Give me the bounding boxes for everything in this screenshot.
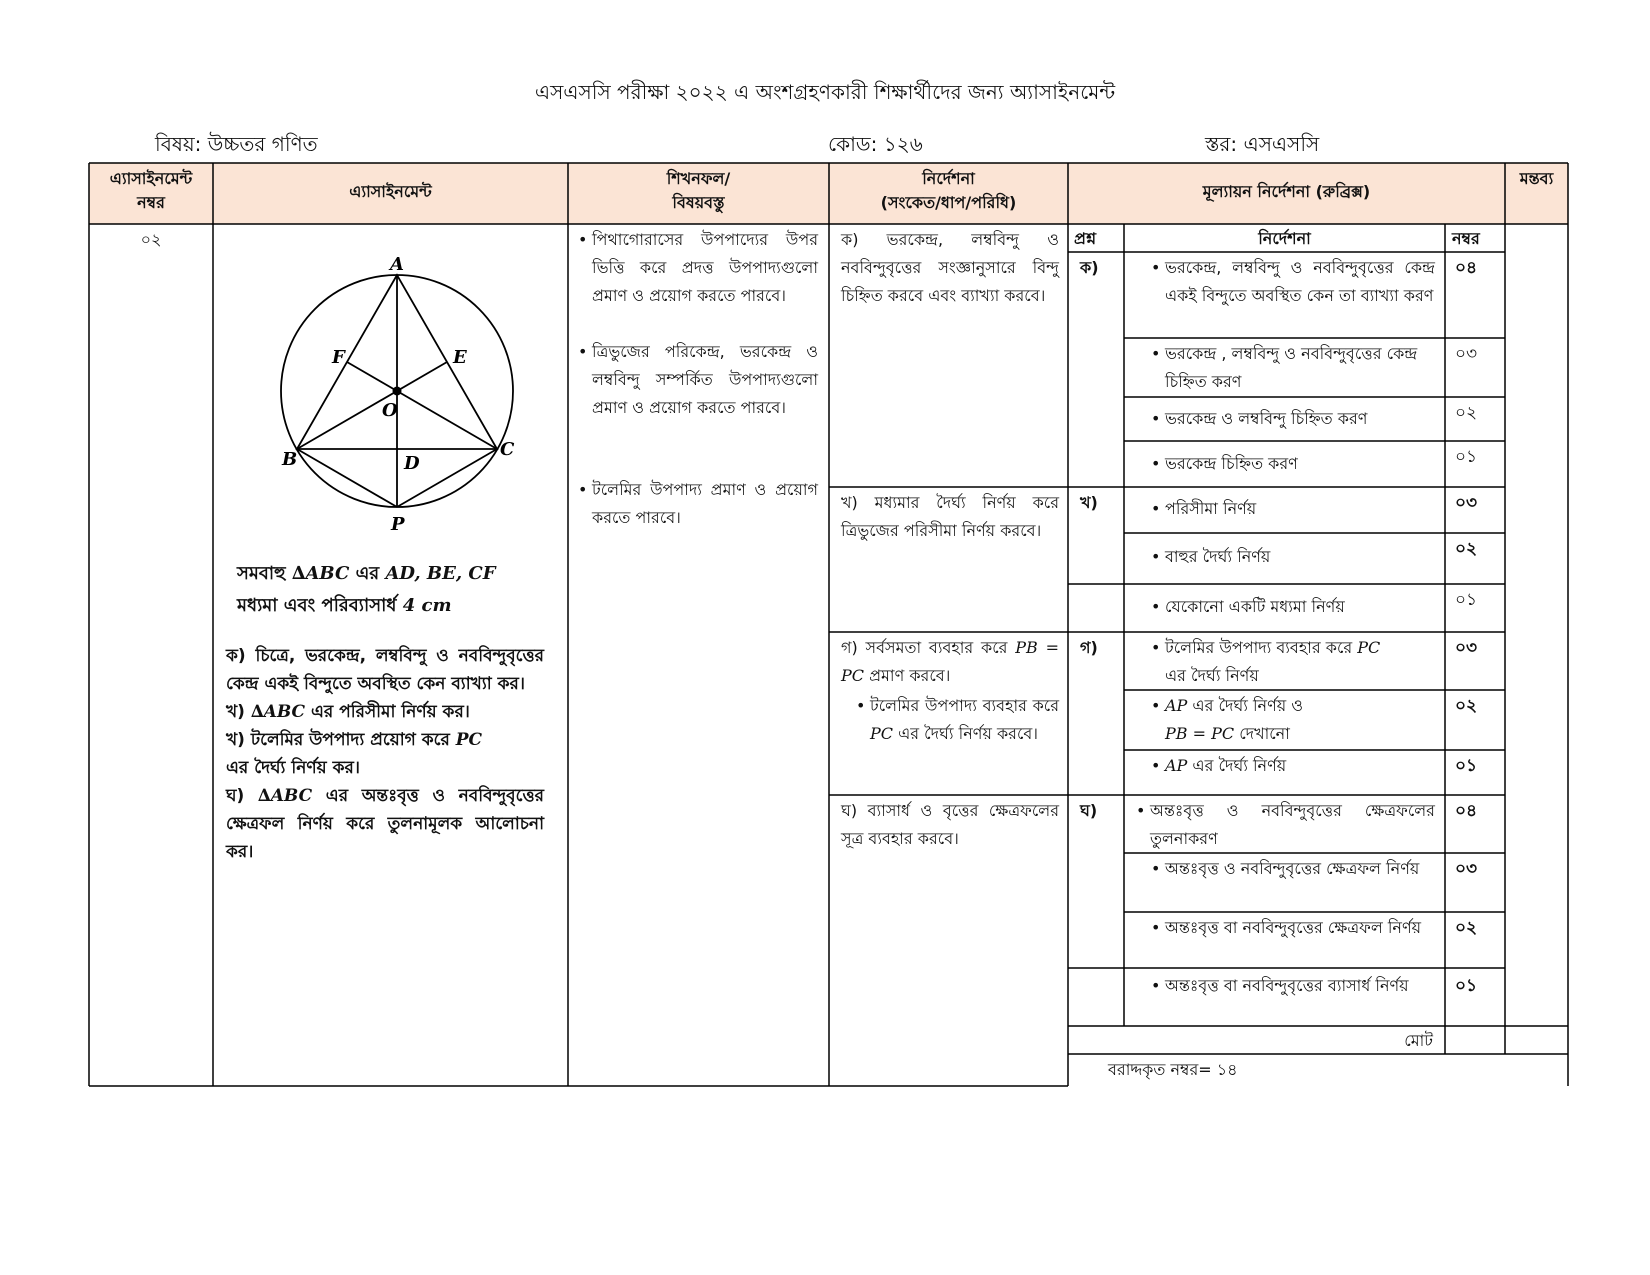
header-assignment-no-line1: এ্যাসাইনমেন্ট — [109, 169, 193, 188]
rubric-q-kha: খ) — [1080, 493, 1098, 512]
question-kha — [226, 698, 544, 726]
outcome-item-2: • ত্রিভুজের পরিকেন্দ্র, ভরকেন্দ্র ও লম্ববিন্দু সম্পর্কিত উপপাদ্যগুলো প্রমাণ ও প্রয়োগ করতে পারবে। — [592, 338, 818, 422]
label-d: D — [404, 453, 420, 474]
rubric-col-marks: নম্বর — [1452, 229, 1480, 248]
rubric-row-10 — [1165, 752, 1435, 780]
rubric-row-13: • অন্তঃবৃত্ত বা নববিন্দুবৃত্তের ক্ষেত্রফল নির্ণয় — [1165, 914, 1435, 942]
guide-gha: ঘ) ব্যাসার্ধ ও বৃত্তের ক্ষেত্রফলের সূত্র ব্যবহার করবে। — [841, 801, 1059, 848]
rubric-row-9-a: এর দৈর্ঘ্য নির্ণয় ও — [1187, 696, 1304, 715]
question-ga-b: এর দৈর্ঘ্য নির্ণয় কর। — [226, 758, 360, 778]
statement-math-medians: AD, BE, CF — [385, 563, 496, 584]
header-assignment-no-line2: নম্বর — [137, 193, 165, 212]
rubric-row-2: • ভরকেন্দ্র , লম্ববিন্দু ও নববিন্দুবৃত্তের কেন্দ্র চিহ্নিত করণ — [1165, 340, 1435, 396]
rubric-mark-5: ০৩ — [1455, 493, 1478, 513]
rubric-mark-7: ০১ — [1455, 590, 1478, 610]
guide-ga-bullet-b: এর দৈর্ঘ্য নির্ণয় করবে। — [893, 724, 1039, 743]
rubric-row-10-a: এর দৈর্ঘ্য নির্ণয় — [1187, 756, 1287, 775]
rubric-mark-6: ০২ — [1455, 539, 1478, 559]
median-be — [297, 362, 447, 449]
rubric-row-4: • ভরকেন্দ্র চিহ্নিত করণ — [1165, 450, 1435, 478]
rubric-row-8-b: এর দৈর্ঘ্য নির্ণয় — [1165, 666, 1259, 685]
rubric-row-8-math: PC — [1357, 638, 1381, 657]
question-gha-b: এর অন্তঃবৃত্ত ও নববিন্দুবৃত্তের ক্ষেত্রফল নির্ণয় করে তুলনামূলক আলোচনা কর। — [226, 786, 544, 862]
triangle-circle-figure — [270, 250, 530, 540]
label-p: P — [391, 514, 405, 535]
question-kha-a: খ) — [226, 702, 251, 722]
rubric-mark-11: ০৪ — [1455, 801, 1478, 821]
rubric-row-9 — [1165, 692, 1435, 748]
guide-ga-bullet — [870, 692, 1059, 748]
label-c: C — [500, 439, 515, 460]
rubric-row-7: • যেকোনো একটি মধ্যমা নির্ণয় — [1165, 593, 1435, 621]
outcome-item-3: • টলেমির উপপাদ্য প্রমাণ ও প্রয়োগ করতে পারবে। — [592, 476, 818, 532]
center-point-o — [393, 387, 402, 396]
outcome-item-1: • পিথাগোরাসের উপপাদ্যের উপর ভিত্তি করে প্রদত্ত উপপাদ্যগুলো প্রমাণ ও প্রয়োগ করতে পারবে। — [592, 226, 818, 310]
rubric-mark-12: ০৩ — [1455, 859, 1478, 879]
rubric-q-gha: ঘ) — [1080, 801, 1098, 820]
header-rubric: মূল্যায়ন নির্দেশনা (রুব্রিক্স) — [1202, 182, 1371, 201]
guide-ga — [841, 634, 1059, 690]
code-label: কোড: ১২৬ — [828, 132, 923, 156]
statement-text-c: মধ্যমা এবং পরিব্যাসার্ধ — [237, 595, 403, 616]
rubric-mark-13: ০২ — [1455, 918, 1478, 938]
guide-ka: ক) ভরকেন্দ্র, লম্ববিন্দু ও নববিন্দুবৃত্তের সংজ্ঞানুসারে বিন্দু চিহ্নিত করবে এবং ব্যাখ্যা করবে। — [841, 230, 1059, 305]
statement-line2 — [237, 590, 557, 622]
question-gha-math: ∆ABC — [257, 786, 313, 806]
rubric-mark-9: ০২ — [1455, 696, 1478, 716]
rubric-row-5: • পরিসীমা নির্ণয় — [1165, 495, 1435, 523]
label-b: B — [282, 449, 298, 470]
rubric-row-10-math: AP — [1165, 756, 1188, 775]
total-label: মোট — [1404, 1031, 1433, 1050]
rubric-row-9-b: দেখানো — [1234, 724, 1290, 743]
rubric-row-11: • অন্তঃবৃত্ত ও নববিন্দুবৃত্তের ক্ষেত্রফলের তুলনাকরণ — [1150, 797, 1435, 853]
header-outcome-line1: শিখনফল/ — [666, 169, 731, 188]
level-label: স্তর: এসএসসি — [1205, 132, 1320, 156]
rubric-row-14: • অন্তঃবৃত্ত বা নববিন্দুবৃত্তের ব্যাসার্ধ নির্ণয় — [1165, 972, 1435, 1000]
question-ga-math: PC — [455, 730, 483, 750]
header-assignment-no — [89, 167, 213, 215]
guide-kha: খ) মধ্যমার দৈর্ঘ্য নির্ণয় করে ত্রিভুজের পরিসীমা নির্ণয় করবে। — [841, 493, 1059, 540]
median-cf — [347, 362, 497, 449]
question-ga — [226, 726, 544, 782]
rubric-mark-4: ০১ — [1455, 447, 1478, 467]
assignment-number: ০২ — [140, 230, 162, 249]
rubric-row-9-math: AP — [1165, 696, 1188, 715]
question-list — [226, 642, 544, 866]
guide-ga-a: গ) সর্বসমতা ব্যবহার করে — [841, 638, 1016, 657]
header-outcome — [568, 167, 829, 215]
rubric-row-12: • অন্তঃবৃত্ত ও নববিন্দুবৃত্তের ক্ষেত্রফল নির্ণয় — [1165, 855, 1435, 883]
header-remarks: মন্তব্য — [1519, 169, 1554, 188]
header-outcome-line2: বিষয়বস্তু — [672, 193, 725, 212]
header-assignment: এ্যাসাইনমেন্ট — [349, 182, 432, 201]
statement-math-abc: ∆ABC — [291, 563, 350, 584]
label-o: O — [382, 400, 398, 421]
segment-bp — [297, 449, 397, 507]
guide-ga-b: প্রমাণ করবে। — [864, 666, 951, 685]
rubric-col-question: প্রশ্ন — [1074, 229, 1097, 248]
rubric-mark-3: ০২ — [1455, 403, 1478, 423]
rubric-row-6: • বাহুর দৈর্ঘ্য নির্ণয় — [1165, 543, 1435, 571]
question-ga-a: খ) টলেমির উপপাদ্য প্রয়োগ করে — [226, 730, 456, 750]
rubric-mark-2: ০৩ — [1455, 344, 1478, 364]
rubric-q-ka: ক) — [1080, 258, 1099, 277]
question-gha — [226, 782, 544, 866]
rubric-col-guide: নির্দেশনা — [1258, 229, 1311, 248]
problem-statement — [237, 558, 557, 622]
guide-ga-bullet-a: টলেমির উপপাদ্য ব্যবহার করে — [870, 696, 1059, 715]
rubric-row-8 — [1165, 634, 1435, 690]
question-kha-math: ∆ABC — [250, 702, 306, 722]
guide-ga-math: PB = PC — [841, 638, 1060, 685]
rubric-q-ga: গ) — [1080, 638, 1098, 657]
document-title: এসএসসি পরীক্ষা ২০২২ এ অংশগ্রহণকারী শিক্ষার্থীদের জন্য অ্যাসাইনমেন্ট — [534, 80, 1116, 104]
label-e: E — [453, 347, 467, 368]
allotted-marks: বরাদ্দকৃত নম্বর= ১৪ — [1108, 1060, 1238, 1079]
rubric-row-9-math2: PB = PC — [1165, 724, 1235, 743]
label-a: A — [390, 254, 404, 275]
statement-text-a: সমবাহু — [237, 563, 292, 584]
rubric-row-1: • ভরকেন্দ্র, লম্ববিন্দু ও নববিন্দুবৃত্তের কেন্দ্র একই বিন্দুতে অবস্থিত কেন তা ব্যাখ্যা করণ — [1165, 254, 1435, 310]
question-kha-b: এর পরিসীমা নির্ণয় কর। — [305, 702, 470, 722]
rubric-row-8-a: টলেমির উপপাদ্য ব্যবহার করে — [1165, 638, 1358, 657]
rubric-mark-8: ০৩ — [1455, 638, 1478, 658]
rubric-row-3: • ভরকেন্দ্র ও লম্ববিন্দু চিহ্নিত করণ — [1165, 405, 1435, 433]
subject-label: বিষয়: উচ্চতর গণিত — [155, 132, 318, 156]
rubric-mark-10: ০১ — [1455, 756, 1478, 776]
statement-line1 — [237, 558, 557, 590]
guide-ga-bullet-math: PC — [870, 724, 894, 743]
statement-math-radius: 4 cm — [402, 595, 452, 616]
header-guide-line1: নির্দেশনা — [922, 169, 975, 188]
statement-text-b: এর — [349, 563, 386, 584]
header-guide-line2: (সংকেত/ধাপ/পরিধি) — [880, 193, 1017, 212]
label-f: F — [332, 347, 345, 368]
question-ka: ক) চিত্রে, ভরকেন্দ্র, লম্ববিন্দু ও নববিন্দুবৃত্তের কেন্দ্র একই বিন্দুতে অবস্থিত কেন ব্যাখ্যা কর। — [226, 646, 544, 694]
rubric-mark-1: ০৪ — [1455, 258, 1478, 278]
header-guide — [829, 167, 1068, 215]
question-gha-a: ঘ) — [226, 786, 258, 806]
rubric-mark-14: ০১ — [1455, 976, 1478, 996]
